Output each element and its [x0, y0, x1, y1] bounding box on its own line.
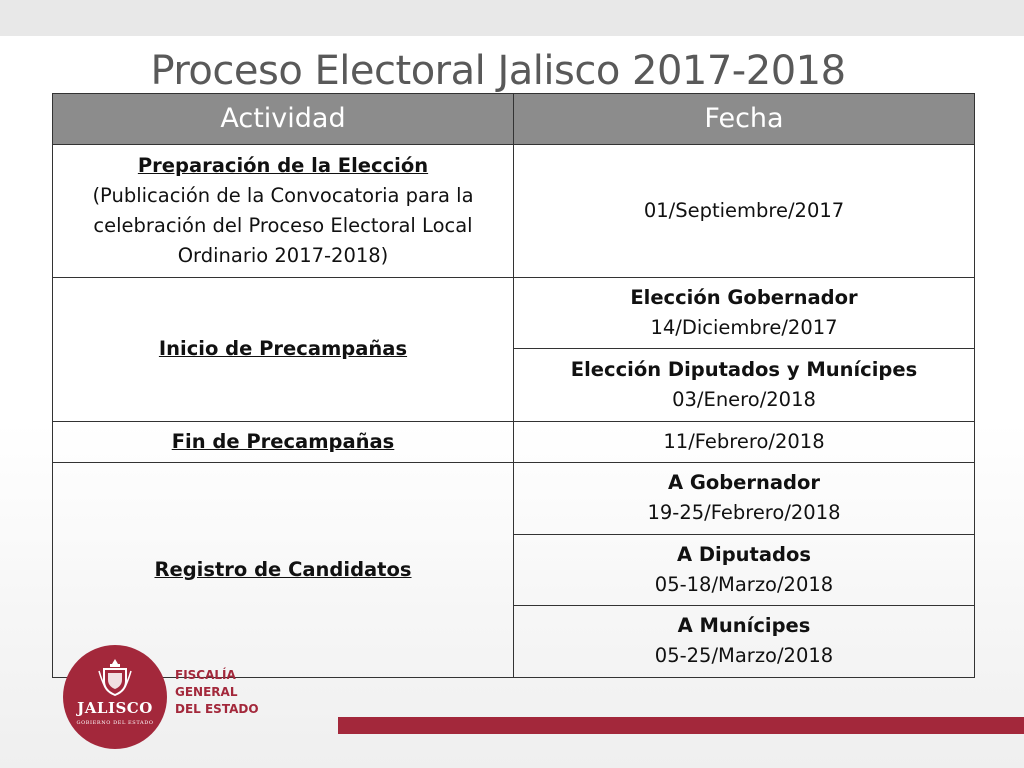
date-value: 05-25/Marzo/2018 [654, 644, 834, 668]
date-cell [514, 462, 975, 534]
agency-line: DEL ESTADO [175, 702, 259, 716]
date-cell: 01/Septiembre/2017 [514, 145, 975, 278]
schedule-table [52, 93, 975, 678]
table-header-row [53, 94, 975, 145]
activity-cell [53, 278, 514, 421]
date-cell [514, 534, 975, 605]
date-value: 05-18/Marzo/2018 [654, 572, 834, 596]
activity-cell [53, 145, 514, 278]
fiscalia-logo [63, 645, 271, 745]
table-row [53, 278, 975, 349]
table-row [53, 421, 975, 462]
date-label: A Diputados [676, 542, 812, 566]
top-band [0, 0, 1024, 36]
agency-line: GENERAL [175, 685, 238, 699]
agency-line: FISCALÍA [175, 668, 236, 682]
date-value: 14/Diciembre/2017 [650, 316, 838, 340]
seal-subtitle: GOBIERNO DEL ESTADO [76, 720, 154, 726]
date-value: 03/Enero/2018 [672, 387, 816, 411]
date-cell [514, 349, 975, 421]
table-row [53, 145, 975, 278]
date-cell [514, 278, 975, 349]
jalisco-seal [63, 645, 167, 749]
header-date: Fecha [514, 94, 975, 145]
table-row [53, 462, 975, 534]
header-activity: Actividad [53, 94, 514, 145]
activity-note: (Publicación de la Convocatoria para la celebración del Proceso Electoral Local Ordinario 2017-2018) [92, 184, 474, 268]
slide-title: Proceso Electoral Jalisco 2017-2018 [150, 48, 846, 94]
date-cell [514, 605, 975, 677]
activity-title: Fin de Precampañas [171, 429, 395, 453]
date-label: Elección Gobernador [630, 286, 858, 310]
activity-cell [53, 421, 514, 462]
agency-name [175, 667, 271, 718]
date-cell: 11/Febrero/2018 [514, 421, 975, 462]
coat-of-arms-icon [96, 657, 134, 697]
seal-name: JALISCO [77, 699, 153, 717]
date-label: A Munícipes [677, 614, 811, 638]
footer-accent-bar [338, 717, 1024, 734]
activity-title: Registro de Candidatos [154, 557, 412, 581]
activity-title: Inicio de Precampañas [158, 337, 408, 361]
date-label: Elección Diputados y Munícipes [570, 357, 918, 381]
date-label: A Gobernador [667, 471, 821, 495]
activity-title: Preparación de la Elección [137, 154, 429, 178]
date-value: 19-25/Febrero/2018 [647, 501, 841, 525]
